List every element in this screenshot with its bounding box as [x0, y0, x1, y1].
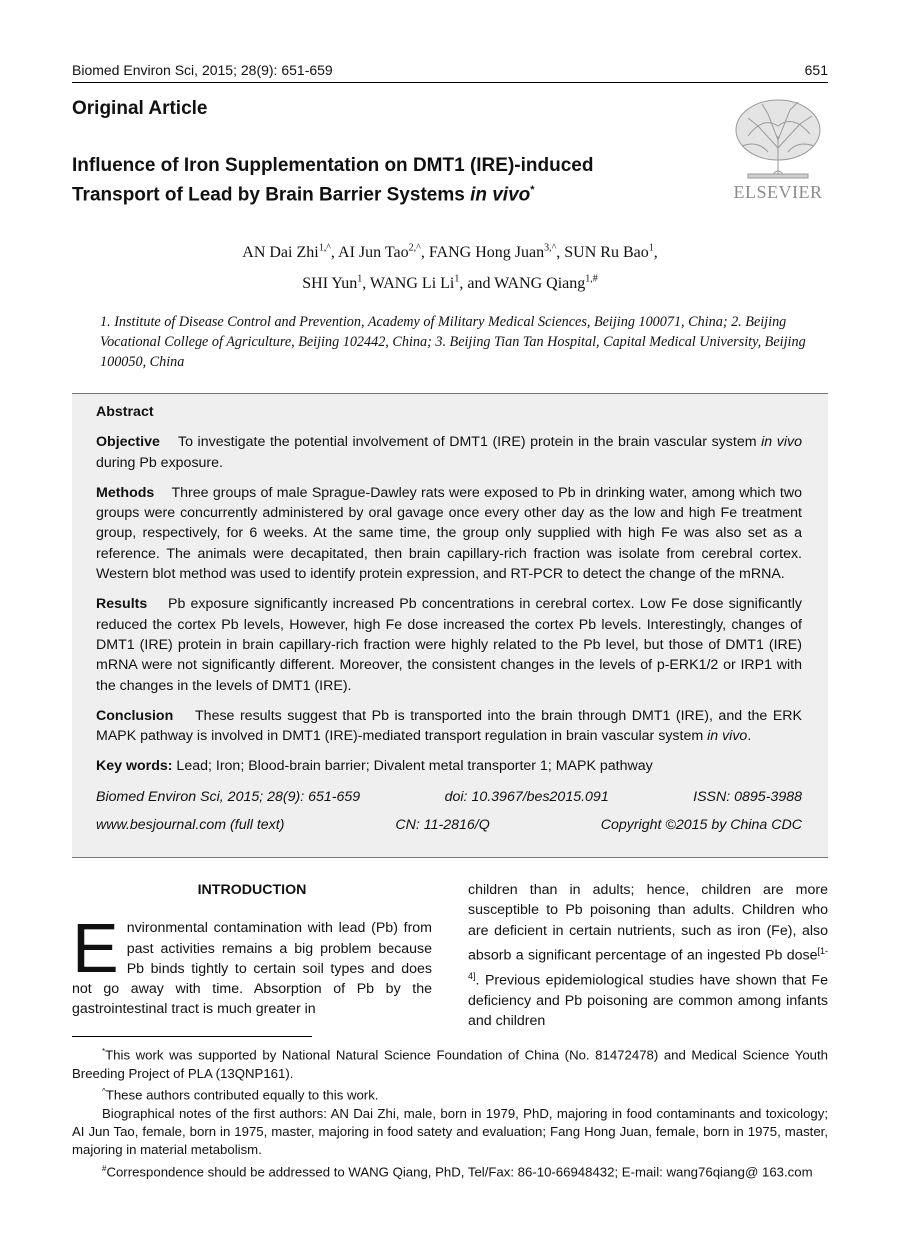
- author-list: [120, 236, 780, 297]
- running-header: [72, 62, 828, 83]
- drop-cap: E: [72, 909, 119, 988]
- citation-row-1: [96, 787, 802, 807]
- author: WANG Qiang$^{1,\#}$: [494, 273, 598, 292]
- footnote-equal-contribution: ^These authors contributed equally to this work.: [102, 1086, 379, 1103]
- abstract-keywords: Key words: Lead; Iron; Blood-brain barrier; Divalent metal transporter 1; MAPK pathway: [96, 758, 653, 775]
- citation-copyright: Copyright ©2015 by China CDC: [600, 817, 802, 834]
- abstract-box: [72, 393, 828, 858]
- author: AN Dai Zhi$^{1,\^{}}$,: [242, 243, 339, 262]
- title-italic: in vivo: [470, 184, 531, 206]
- intro-heading: INTRODUCTION: [197, 882, 307, 898]
- article-title: [72, 153, 692, 207]
- author: AI Jun Tao$^{2,\^{}}$,: [338, 243, 429, 262]
- abstract-objective: Objective To investigate the potential involvement of DMT1 (IRE) protein in the brain vascular system in vivo during Pb exposure.: [96, 434, 802, 471]
- author: SHI Yun$^1$,: [302, 273, 370, 292]
- footnote-correspondence: #Correspondence should be addressed to WANG Qiang, PhD, Tel/Fax: 86-10-66948432; E-mail: wang76qiang@ 163.com: [102, 1163, 813, 1179]
- article-type: Original Article: [72, 98, 208, 119]
- title-line-2: [72, 178, 692, 207]
- citation-row-2: [96, 815, 802, 835]
- abstract-conclusion: Conclusion These results suggest that Pb is transported into the brain through DMT1 (IRE), and the ERK MAPK pathway is involved in DMT1 (IRE)-mediated transport regulation in brain vascular system in vivo.: [96, 707, 802, 745]
- intro-right-column: children than in adults; hence, children are more susceptible to Pb poisoning than adults. Children who are deficient in certain nutrients, such as iron (Fe), also absorb a significant percentage of an ingested Pb dose[1-4]. Previous epidemiological studies have shown that Fe deficiency and Pb poisoning are common among infants and children: [468, 882, 828, 1030]
- journal-citation: Biomed Environ Sci, 2015; 28(9): 651-659: [72, 62, 333, 78]
- abstract-methods: Methods Three groups of male Sprague-Dawley rats were exposed to Pb in drinking water, among which two groups were concurrently administered by oral gavage once every other day as the low and high Fe treatment group, respectively, for 6 weeks. At the same time, the group only supplied with high Fe was also set as a reference. The animals were decapitated, then brain capillary-rich fraction was isolate from cerebral cortex. Western blot method was used to identify protein expression, and RT-PCR to detect the change of the mRNA.: [96, 484, 802, 583]
- tree-icon: [728, 96, 828, 182]
- citation-reference[interactable]: [1-4]: [468, 945, 828, 981]
- abstract-results: Results Pb exposure significantly increased Pb concentrations in cerebral cortex. Low Fe dose significantly reduced the cortex Pb levels, However, high Fe dose increased the cortex Pb levels. Interestingly, changes of DMT1 (IRE) protein in brain capillary-rich fraction were highly related to the Pb level, but those of DMT1 (IRE) mRNA were not significantly different. Moreover, the consistent changes in the levels of p-ERK1/2 or IRP1 with the changes in the levels of DMT1 (IRE).: [96, 596, 802, 694]
- journal-website-link[interactable]: www.besjournal.com (full text): [96, 817, 285, 834]
- title-text: Transport of Lead by Brain Barrier Systems: [72, 184, 471, 206]
- citation-issn: ISSN: 0895-3988: [693, 788, 802, 805]
- author: WANG Li Li$^1$, and: [369, 273, 495, 292]
- title-line-1: Influence of Iron Supplementation on DMT1 (IRE)-induced: [72, 155, 594, 176]
- author-line-1: [120, 236, 780, 266]
- author-line-2: [120, 266, 780, 296]
- publisher-name: ELSEVIER: [733, 182, 823, 202]
- abstract-heading: Abstract: [96, 404, 154, 420]
- title-footnote-marker: *: [530, 184, 535, 196]
- footnotes: [72, 1043, 828, 1181]
- affiliations: 1. Institute of Disease Control and Prevention, Academy of Military Medical Sciences, Beijing 100071, China; 2. Beijing Vocational College of Agriculture, Beijing 102442, China; 3. Beijing Tian Tan Hospital, Capital Medical University, Beijing 100050, China: [100, 314, 806, 370]
- footnote-funding: *This work was supported by National Natural Science Foundation of China (No. 81472478) and Medical Science Youth Breeding Project of PLA (13QNP161).: [72, 1047, 828, 1081]
- citation-cn: CN: 11-2816/Q: [395, 817, 490, 834]
- page-number: 651: [804, 62, 828, 78]
- citation-journal: Biomed Environ Sci, 2015; 28(9): 651-659: [96, 788, 361, 805]
- citation-doi[interactable]: doi: 10.3967/bes2015.091: [444, 788, 609, 805]
- intro-paragraph: Environmental contamination with lead (Pb) from past activities remains a big problem because Pb binds tightly to certain soil types and does not go away with time. Absorption of Pb by the gastrointestinal tract is much greater in: [72, 909, 432, 1018]
- author: FANG Hong Juan$^{3,\^{}}$,: [428, 243, 565, 262]
- footnote-rule: [72, 1036, 312, 1037]
- intro-left-column: [72, 880, 432, 1020]
- elsevier-logo: [728, 96, 828, 202]
- footnote-biographical: Biographical notes of the first authors: AN Dai Zhi, male, born in 1979, PhD, majoring in food contaminants and toxicology; AI Jun Tao, female, born in 1975, master, majoring in food satety and evaluation; Fang Hong Juan, female, born in 1975, master, majoring in material metabolism.: [72, 1105, 828, 1158]
- author: SUN Ru Bao$^1$,: [564, 243, 658, 262]
